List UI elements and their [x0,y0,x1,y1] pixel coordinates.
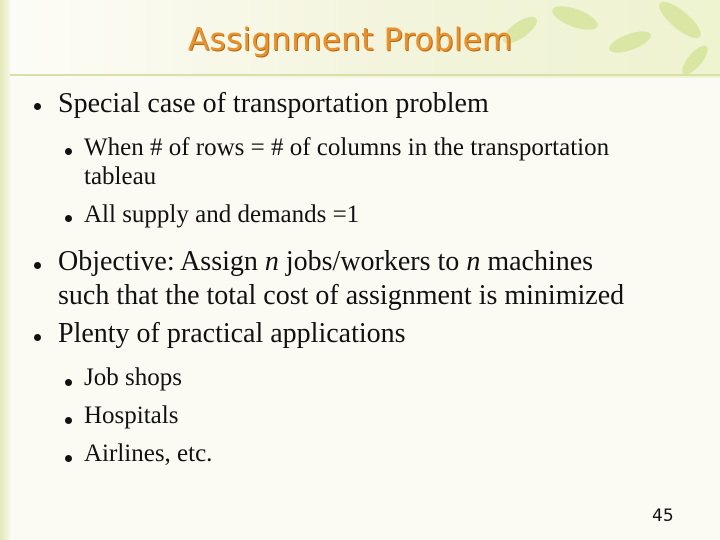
objective-text-post: machines [480,246,594,277]
sub-bullet-rows-columns-cont: tableau [84,163,157,190]
page-number: 45 [652,506,674,526]
title-divider [10,74,720,76]
sub-bullet-icon [65,379,72,386]
sub-bullet-hospitals: Hospitals [84,402,179,429]
sub-bullet-supply-demands: All supply and demands =1 [84,201,360,228]
bullet-special-case: Special case of transportation problem [58,88,489,119]
sub-bullet-job-shops: Job shops [84,364,182,391]
bullet-icon [34,103,41,110]
bullet-icon [34,262,41,269]
bullet-icon [34,334,41,341]
objective-text-mid: jobs/workers to [278,246,467,277]
sub-bullet-airlines: Airlines, etc. [84,440,213,467]
variable-n: n [466,246,481,277]
variable-n: n [264,246,279,277]
slide-title: Assignment Problem [188,22,513,58]
sub-bullet-icon [65,215,72,222]
bullet-applications: Plenty of practical applications [58,318,406,349]
leaf-decoration-icon [480,0,720,78]
sub-bullet-icon [65,455,72,462]
objective-text-pre: Objective: Assign [58,246,265,277]
left-decorative-bar [0,0,10,540]
bullet-objective [58,246,593,278]
sub-bullet-icon [65,417,72,424]
sub-bullet-rows-columns: When # of rows = # of columns in the transportation [84,134,610,161]
bullet-objective-cont: such that the total cost of assignment is minimized [58,280,625,311]
sub-bullet-icon [65,148,72,155]
